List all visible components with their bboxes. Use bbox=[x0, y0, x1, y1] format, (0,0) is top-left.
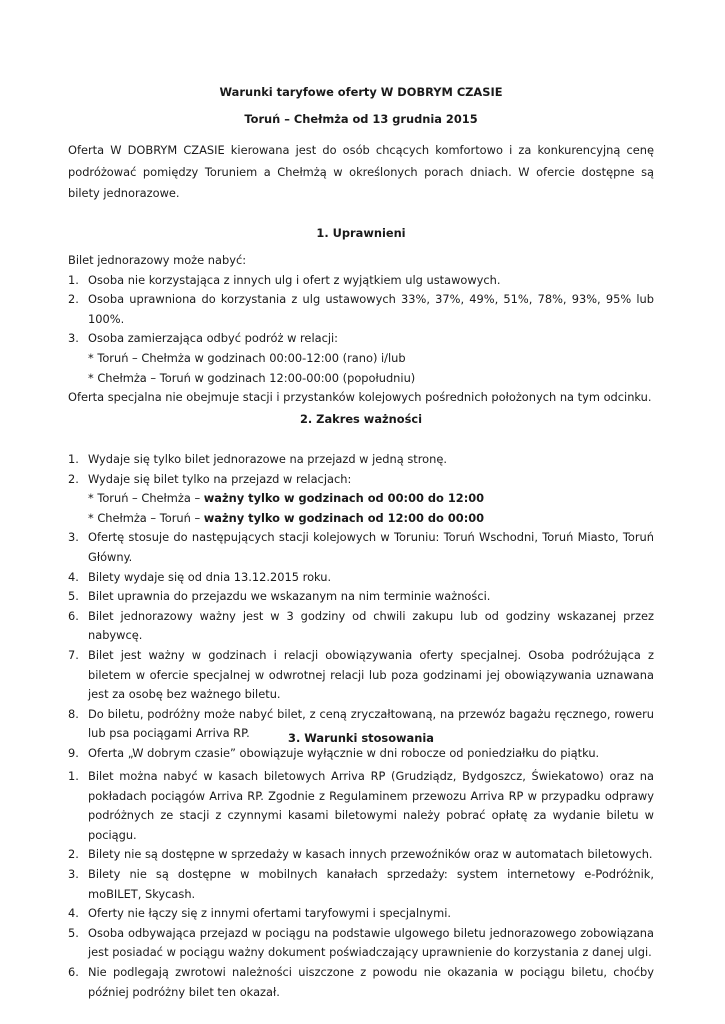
list-item bbox=[68, 924, 654, 963]
relation-line: * Chełmża – Toruń w godzinach 12:00-00:00 (popołudniu) bbox=[88, 370, 416, 385]
section-1-note: Oferta specjalna nie obejmuje stacji i przystanków kolejowych pośrednich położonych na tym odcinku. bbox=[68, 390, 652, 405]
list-number: 5. bbox=[68, 925, 79, 940]
list-item bbox=[68, 646, 654, 705]
list-text: Osoba odbywająca przejazd w pociągu na podstawie ulgowego biletu jednorazowego zobowiązana jest posiadać w pociągu ważny dokument poświadczający uprawnienie do korzystania z danej ulgi. bbox=[88, 925, 654, 960]
list-number: 2. bbox=[68, 292, 79, 307]
list-item bbox=[68, 271, 654, 291]
intro-text: Oferta W DOBRYM CZASIE kierowana jest do osób chcących komfortowo i za konkurencyjną cenę podróżować pomiędzy Toruniem a Chełmżą w określonych porach dniach. W ofercie dostępne są bilety jednorazowe. bbox=[68, 143, 654, 200]
list-number: 4. bbox=[68, 906, 79, 921]
list-number: 1. bbox=[68, 452, 79, 466]
list-text: Oferty nie łączy się z innymi ofertami taryfowymi i specjalnymi. bbox=[88, 906, 452, 921]
list-text: Bilet jednorazowy ważny jest w 3 godziny od chwili zakupu lub od godziny wskazanej przez nabywcę. bbox=[88, 608, 654, 643]
list-number: 7. bbox=[68, 647, 79, 662]
list-text: Osoba nie korzystająca z innych ulg i ofert z wyjątkiem ulg ustawowych. bbox=[88, 272, 501, 287]
list-number: 1. bbox=[68, 769, 79, 783]
list-text: Osoba zamierzająca odbyć podróż w relacji: bbox=[88, 331, 339, 346]
list-number: 3. bbox=[68, 866, 79, 881]
list-text: Osoba uprawniona do korzystania z ulg ustawowych 33%, 37%, 49%, 51%, 78%, 93%, 95% lub 100%. bbox=[88, 292, 654, 326]
section-1-lead: Bilet jednorazowy może nabyć: bbox=[68, 253, 247, 267]
list-text: Bilet jest ważny w godzinach i relacji obowiązywania oferty specjalnej. Osoba podróżująca z biletem w ofercie specjalnej w odwrotnej relacji lub poza godzinami jej obowiązywania uznawana jest za osobę bez ważnego biletu. bbox=[88, 647, 654, 702]
relation-prefix: * Toruń – Chełmża – bbox=[88, 491, 204, 506]
document-subtitle: Toruń – Chełmża od 13 grudnia 2015 bbox=[244, 112, 478, 126]
section-3-body bbox=[68, 767, 654, 1002]
list-item bbox=[68, 568, 654, 588]
list-text: Oferta „W dobrym czasie” obowiązuje wyłącznie w dni robocze od poniedziałku do piątku. bbox=[88, 745, 600, 760]
list-text: Bilety wydaje się od dnia 13.12.2015 roku. bbox=[88, 569, 332, 584]
list-item bbox=[68, 865, 654, 904]
list-text: Bilet można nabyć w kasach biletowych Arriva RP (Grudziądz, Bydgoszcz, Świekatowo) oraz na pokładach pociągów Arriva RP. Zgodnie z Regulaminem przewozu Arriva RP w przypadku odprawy podróżnych ze stacji z czynnymi kasami biletowymi należy pobrać opłatę za wydanie biletu w pociągu. bbox=[88, 769, 654, 842]
list-text: Do biletu, podróżny może nabyć bilet, z ceną zryczałtowaną, na przewóz bagażu ręcznego, roweru lub psa pociągami Arriva RP. bbox=[88, 706, 654, 741]
list-item bbox=[68, 904, 654, 924]
list-number: 2. bbox=[68, 847, 79, 862]
list-item bbox=[68, 329, 654, 349]
list-number: 1. bbox=[68, 272, 79, 287]
list-item bbox=[68, 470, 654, 490]
list-text: Bilety nie są dostępne w sprzedaży w kasach innych przewoźników oraz w automatach biletowych. bbox=[88, 847, 653, 862]
list-text: Wydaje się tylko bilet jednorazowe na przejazd w jedną stronę. bbox=[88, 452, 447, 466]
section-3-heading: 3. Warunki stosowania bbox=[288, 731, 434, 745]
section-1-heading: 1. Uprawnieni bbox=[316, 226, 406, 240]
list-number: 2. bbox=[68, 471, 79, 486]
section-2-body bbox=[68, 450, 654, 764]
list-number: 8. bbox=[68, 706, 79, 721]
list-item bbox=[68, 290, 654, 329]
document-title: Warunki taryfowe oferty W DOBRYM CZASIE bbox=[219, 85, 503, 99]
relation-line bbox=[68, 509, 654, 529]
list-number: 4. bbox=[68, 569, 79, 584]
relation-line bbox=[68, 489, 654, 509]
list-number: 6. bbox=[68, 964, 79, 979]
relation-hours: ważny tylko w godzinach od 00:00 do 12:00 bbox=[203, 491, 485, 506]
list-number: 3. bbox=[68, 530, 79, 545]
list-text: Bilety nie są dostępne w mobilnych kanałach sprzedaży: system internetowy e-Podróżnik, moBILET, Skycash. bbox=[88, 866, 654, 901]
relation-line: * Toruń – Chełmża w godzinach 00:00-12:00 (rano) i/lub bbox=[88, 350, 406, 365]
list-text: Bilet uprawnia do przejazdu we wskazanym na nim terminie ważności. bbox=[88, 589, 491, 604]
list-item bbox=[68, 845, 654, 865]
list-item bbox=[68, 528, 654, 567]
list-item bbox=[68, 744, 654, 764]
list-number: 6. bbox=[68, 608, 79, 623]
relation-prefix: * Chełmża – Toruń – bbox=[88, 510, 204, 525]
list-item bbox=[68, 963, 654, 1002]
list-number: 5. bbox=[68, 589, 79, 604]
list-text: Wydaje się bilet tylko na przejazd w relacjach: bbox=[88, 471, 352, 486]
relation-hours: ważny tylko w godzinach od 12:00 do 00:00 bbox=[203, 510, 485, 525]
list-text: Ofertę stosuje do następujących stacji kolejowych w Toruniu: Toruń Wschodni, Toruń Miasto, Toruń Główny. bbox=[88, 530, 654, 564]
list-item bbox=[68, 607, 654, 646]
list-number: 9. bbox=[68, 745, 79, 760]
section-1-body bbox=[68, 251, 654, 408]
list-item bbox=[68, 767, 654, 845]
list-number: 3. bbox=[68, 331, 79, 346]
list-item bbox=[68, 450, 654, 470]
section-2-heading: 2. Zakres ważności bbox=[299, 412, 423, 426]
intro-paragraph bbox=[68, 140, 654, 205]
list-text: Nie podlegają zwrotowi należności uiszczone z powodu nie okazania w pociągu biletu, choćby później podróżny bilet ten okazał. bbox=[88, 964, 654, 999]
list-item bbox=[68, 587, 654, 607]
